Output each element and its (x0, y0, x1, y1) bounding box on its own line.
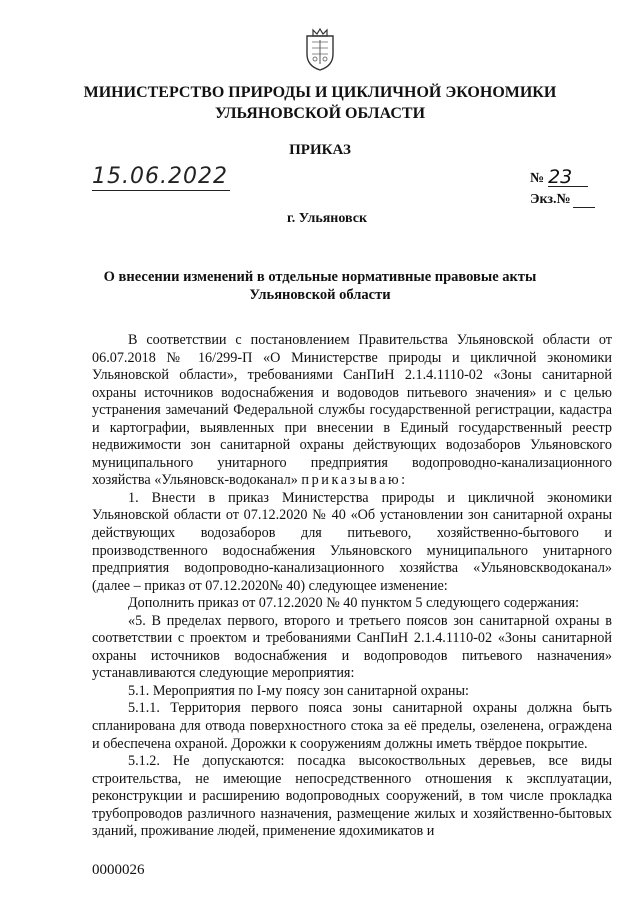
document-title-line1: О внесении изменений в отдельные нормативные правовые акты (103, 269, 537, 285)
order-date: 15.06.2022 (92, 164, 230, 191)
order-number-block (530, 168, 595, 208)
document-title-line2: Ульяновской области (249, 287, 391, 303)
paragraph-1: 1. Внести в приказ Министерства природы и цикличной экономики Ульяновской области от 07.12.2020 № 40 «Об установлении зон санитарной охраны действующих водозаборов для питьевого, хозяйственно-бытового и производственного водоснабжения Ульяновского муниципального унитарного предприятия водопроводно-канализационного хозяйства «Ульяновскводоканал» (далее – приказ от 07.12.2020№ 40) следующее изменение: (92, 489, 612, 594)
number-label: № (530, 171, 545, 186)
city: г. Ульяновск (287, 211, 368, 226)
document-body (92, 332, 612, 841)
paragraph-preamble (92, 332, 612, 490)
order-word: приказываю: (301, 472, 408, 489)
paragraph-6: 5.1.2. Не допускаются: посадка высокоствольных деревьев, все виды строительства, не имеющие непосредственного отношения к эксплуатации, реконструкции и расширению водопроводных сооружений, в том числе прокладка трубопроводов различного назначения, размещение жилых и хозяйственно-бытовых зданий, проживание людей, применение ядохимикатов и (92, 753, 612, 840)
paragraph-2: Дополнить приказ от 07.12.2020 № 40 пунктом 5 следующего содержания: (128, 595, 580, 612)
preamble-text: В соответствии с постановлением Правительства Ульяновской области от 06.07.2018 № 16/299-П «О Министерстве природы и цикличной экономики Ульяновской области», требованиями СанПиН 2.1.4.1110-02 «Зоны санитарной охраны источников водоснабжения и водоводов питьевого значения» и с целью устранения замечаний Федеральной службы государственной регистрации, кадастра и картографии, выявленных при внесении в Единый государственный реестр недвижимости зон санитарной охраны действующих водозаборов Ульяновского муниципального унитарного предприятия водопроводно-канализационного хозяйства «Ульяновск-водоканал» (92, 332, 612, 489)
order-number: 23 (548, 168, 588, 187)
order-title: ПРИКАЗ (289, 142, 351, 158)
ministry-name-line2: УЛЬЯНОВСКОЙ ОБЛАСТИ (214, 105, 426, 122)
copy-number-label: Экз.№ (530, 192, 571, 207)
ministry-name-line1: МИНИСТЕРСТВО ПРИРОДЫ И ЦИКЛИЧНОЙ ЭКОНОМИКИ (83, 84, 557, 101)
paragraph-5: 5.1.1. Территория первого пояса зоны санитарной охраны должна быть спланирована для отвода поверхностного стока за её пределы, озеленена, ограждена и обеспечена охраной. Дорожки к сооружениям должны иметь твёрдое покрытие. (92, 700, 612, 752)
paragraph-4: 5.1. Мероприятия по I-му поясу зон санитарной охраны: (128, 682, 469, 699)
copy-number-blank (573, 195, 595, 208)
page-code: 0000026 (92, 862, 145, 878)
paragraph-3: «5. В пределах первого, второго и третьего поясов зон санитарной охраны в соответствии с проектом и требованиями СанПиН 2.1.4.1110-02 «Зоны санитарной охраны источников водоснабжения и водопроводов питьевого назначения» устанавливаются следующие мероприятия: (92, 612, 612, 682)
coat-of-arms-icon (303, 28, 337, 72)
document-title (0, 268, 640, 304)
ministry-name (0, 82, 640, 124)
